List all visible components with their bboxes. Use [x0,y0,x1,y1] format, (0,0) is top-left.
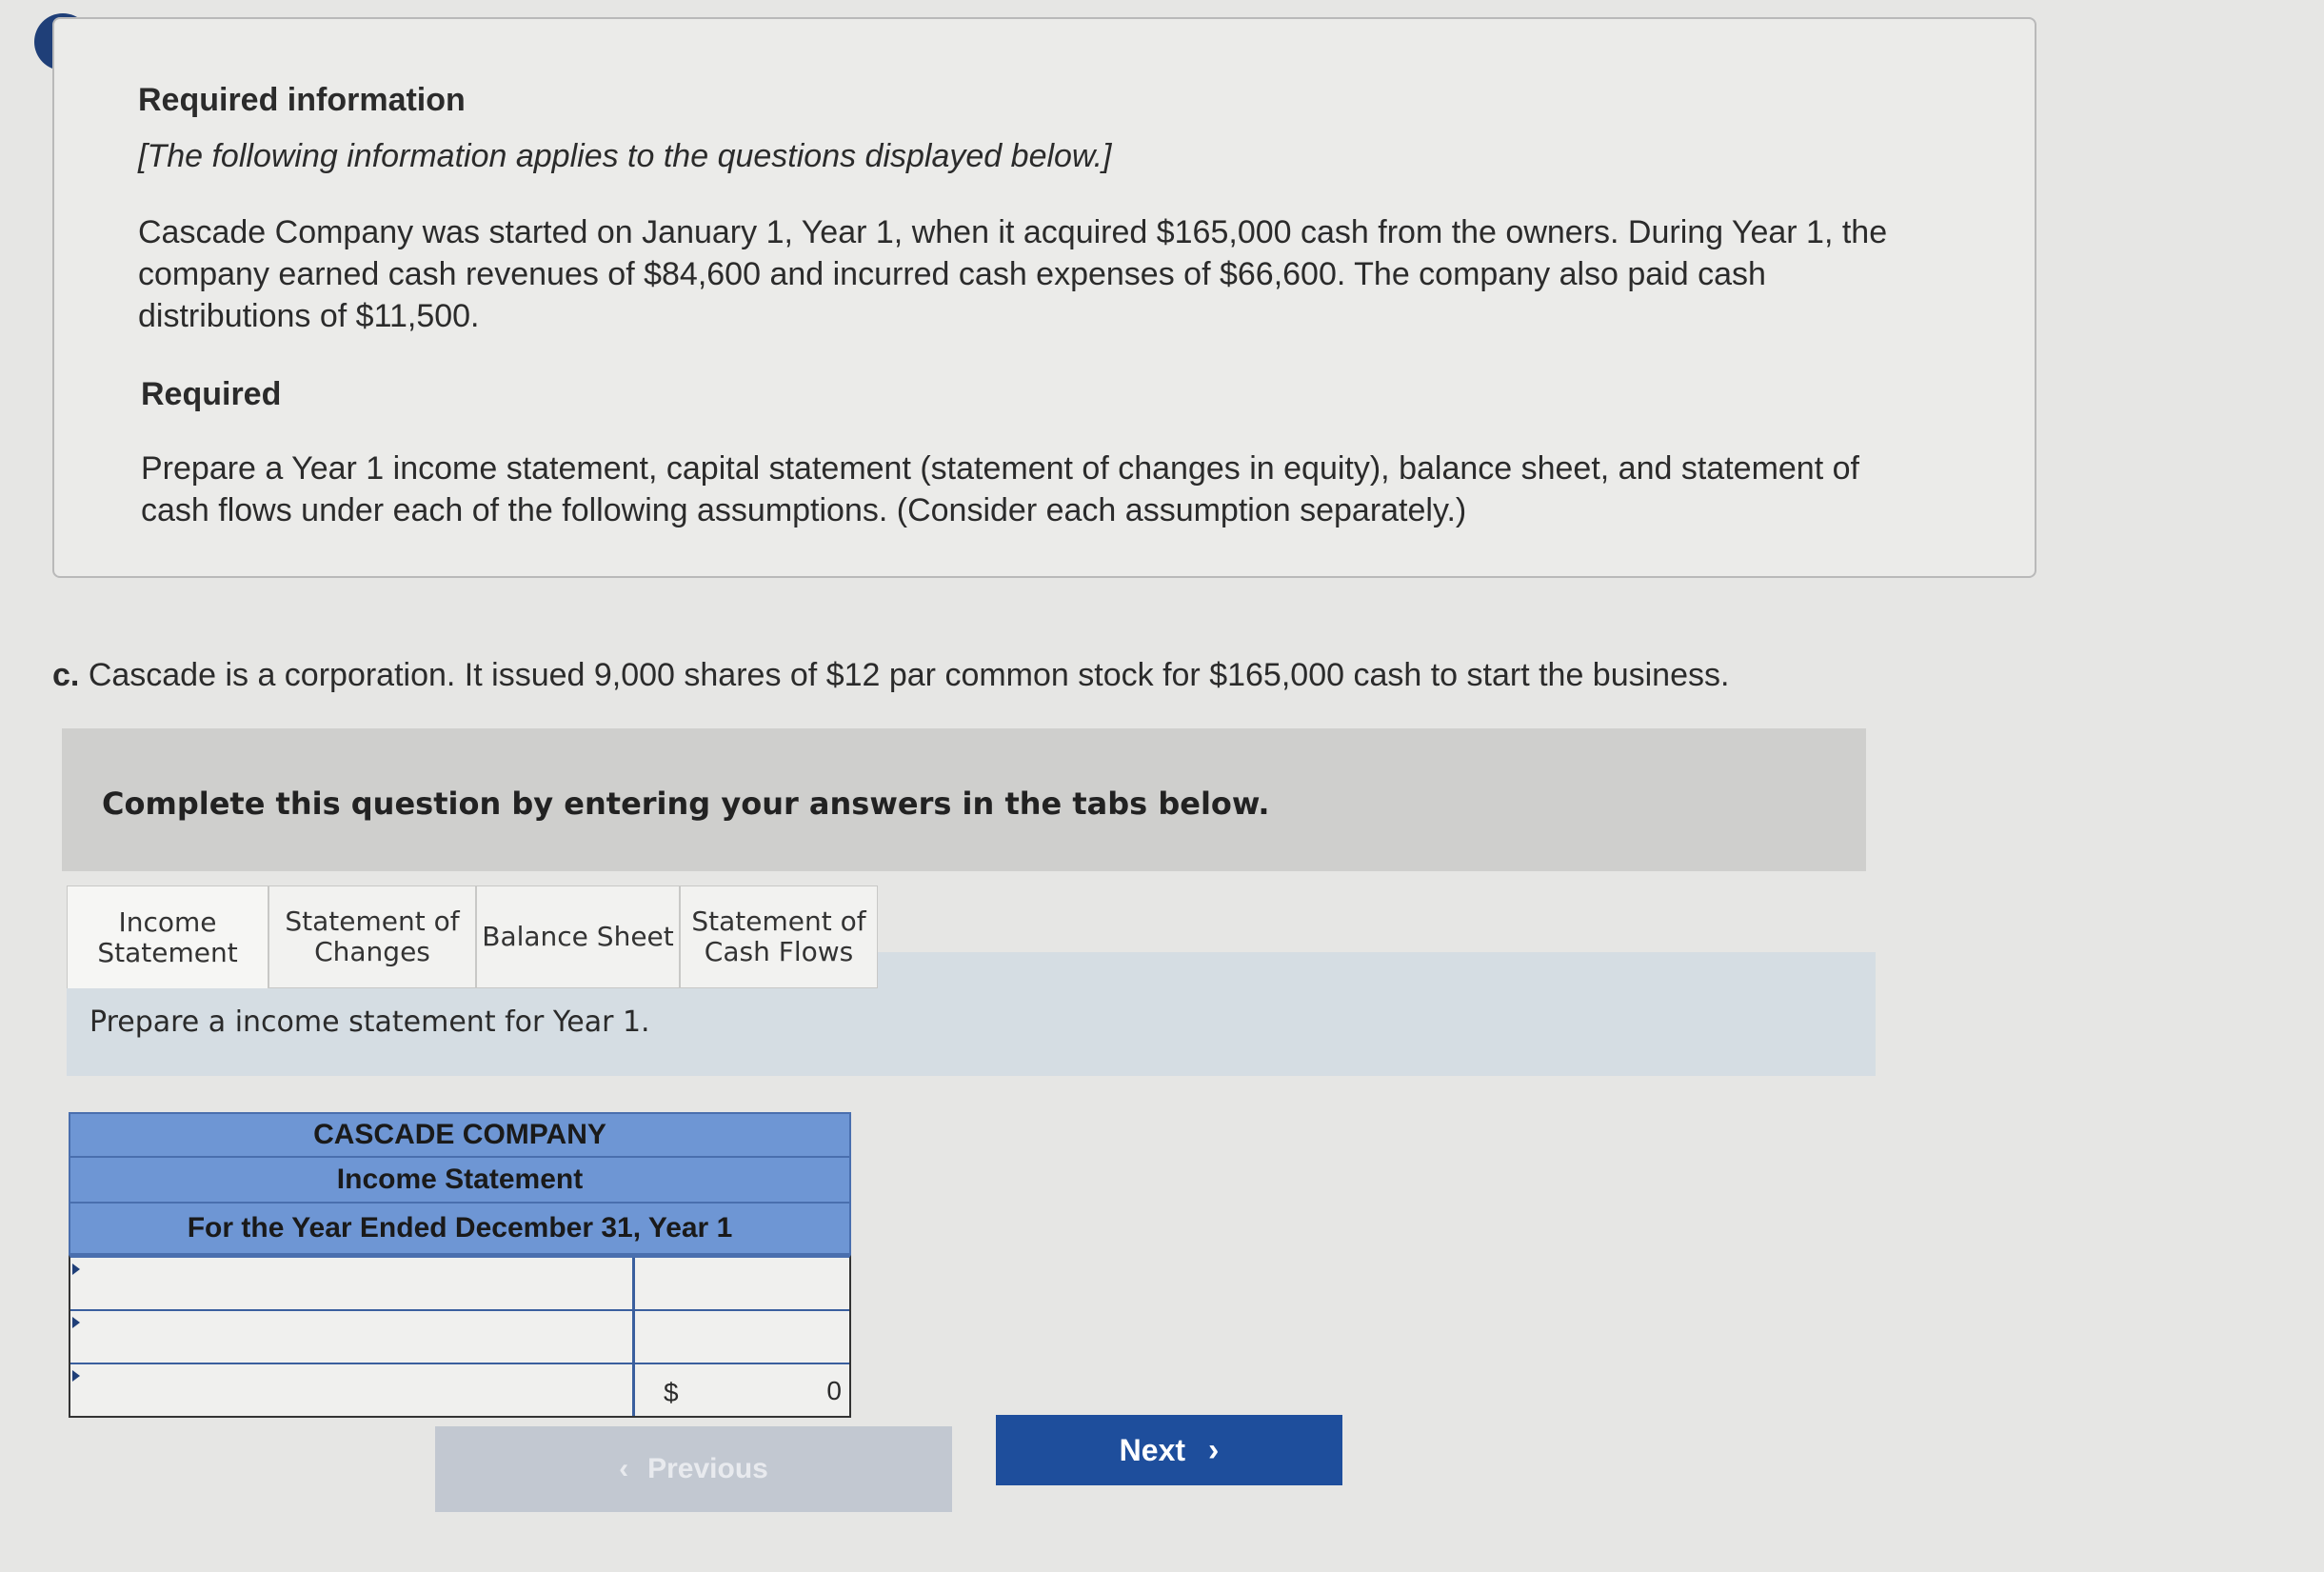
instructions-text: Complete this question by entering your answers in the tabs below. [102,786,1270,822]
account-dropdown[interactable] [70,1364,635,1416]
tab-bar [67,885,878,988]
tab-income-statement[interactable] [67,885,268,988]
total-value: 0 [826,1376,842,1405]
tab-label: Changes [314,936,430,967]
currency-symbol: $ [664,1378,679,1407]
table-row [70,1311,849,1364]
tab-statement-of-changes[interactable] [268,885,476,988]
instructions-bar [62,728,1866,871]
previous-label: Previous [647,1453,768,1484]
chevron-right-icon: › [1208,1431,1220,1468]
income-statement-table [69,1112,851,1418]
statement-rows [69,1255,851,1418]
required-task: Prepare a Year 1 income statement, capital statement (statement of changes in equity), balance sheet, and statement of cash flows under each of the following assumptions. (Consider each assumption separately.) [141,450,1859,528]
part-c-text: Cascade is a corporation. It issued 9,000 shares of $12 par common stock for $165,000 cash to start the business. [88,657,1730,693]
account-dropdown[interactable] [70,1311,635,1363]
tab-prompt: Prepare a income statement for Year 1. [89,1005,650,1039]
tab-label: Statement of [691,905,866,937]
tab-label: Statement [97,936,238,968]
total-amount-field [635,1364,849,1416]
tab-label: Cash Flows [704,936,854,967]
amount-input[interactable] [635,1311,849,1363]
tab-balance-sheet[interactable] [476,885,680,988]
chevron-left-icon: ‹ [619,1453,629,1484]
tab-cash-flows[interactable] [680,885,878,988]
required-info-title: Required information [138,82,466,118]
required-heading: Required [141,376,282,412]
statement-name: Income Statement [69,1158,851,1204]
account-dropdown[interactable] [70,1258,635,1309]
part-c-question [52,657,1729,694]
tab-label: Balance Sheet [482,921,674,952]
statement-period: For the Year Ended December 31, Year 1 [69,1204,851,1255]
tab-label: Statement of [285,905,460,937]
part-c-label: c. [52,657,80,693]
company-name: CASCADE COMPANY [69,1112,851,1158]
required-info-body: Cascade Company was started on January 1, Year 1, when it acquired $165,000 cash from the owners. During Year 1, the company earned cash revenues of $84,600 and incurred cash expenses of $66,600. The company also paid cash distributions of $11,500. [138,214,1888,334]
next-label: Next [1119,1432,1186,1467]
tab-label: Income [118,905,217,938]
amount-input[interactable] [635,1258,849,1309]
required-info-subtitle: [The following information applies to the questions displayed below.] [138,138,1112,174]
next-button[interactable] [996,1415,1342,1485]
table-row [70,1364,849,1416]
table-row [70,1258,849,1311]
previous-button[interactable] [435,1426,952,1512]
